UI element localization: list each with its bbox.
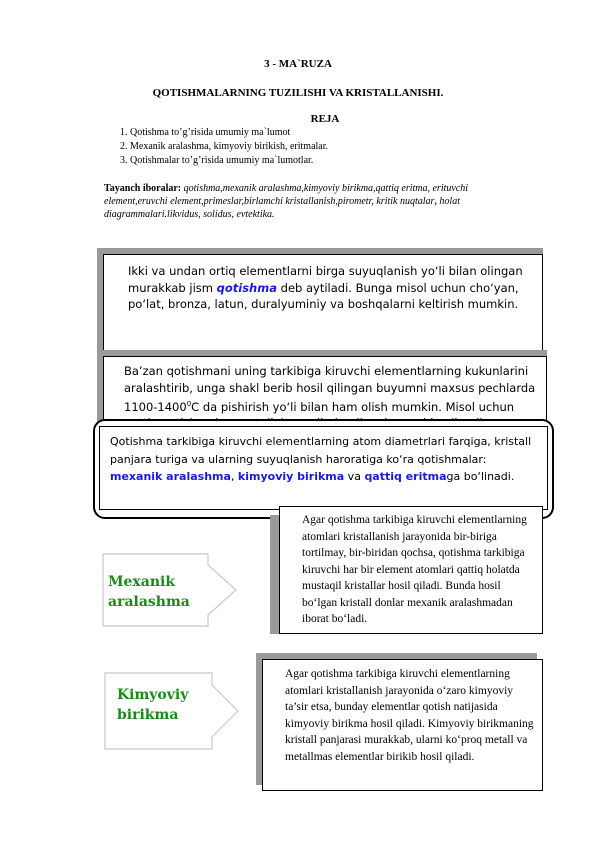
plan-title: REJA xyxy=(310,113,340,125)
definition-text-end: deb aytiladi. Bunga misol uchun cho‘yan, po‘lat, bronza, latun, duralyuminiy va boshqalarni keltirish mumkin. xyxy=(128,280,519,311)
classification-text: Qotishma tarkibiga kiruvchi elementlarning atom diametrlari farqiga, kristall panjara turiga va ularning suyuqlanish haroratiga ko‘ra qotishmalar: xyxy=(110,435,532,466)
term-chemical: kimyoviy birikma xyxy=(237,470,345,483)
keywords-tail: holat diagrammalari.likvidus, solidus, evtektika. xyxy=(104,196,460,220)
powder-text: Ba’zan qotishmani uning tarkibiga kiruvchi elementlarning kukunlarini aralashtirib, unga shakl berib hosil qilingan buyumni maxsus pechlarda 1100-1400 xyxy=(124,364,536,414)
definition-text: Ikki va undan ortiq elementlarni birga suyuqlanish yo‘li bilan olingan murakkab jism xyxy=(128,264,523,295)
keywords-text: qotishma,mexanik aralashma,kimyoviy birikma,qattiq eritma, erituvchi element,eruvchi element,primeslar,birlamchi kristallanish,pirometr, kritik nuqtalar xyxy=(104,183,469,207)
definition-term: qotishma xyxy=(216,280,277,295)
mechanical-label xyxy=(108,572,190,612)
term-mechanical: mexanik aralashma xyxy=(110,470,231,483)
keywords-comma: , xyxy=(434,196,437,207)
term-solid-solution: qattiq eritma xyxy=(364,470,447,483)
keywords xyxy=(104,182,524,221)
mechanical-description-box xyxy=(279,506,543,634)
plan-item: 3. Qotishmalar to’g’risida umumiy ma`lumotlar. xyxy=(120,155,314,166)
mechanical-label-line2: aralashma xyxy=(108,594,190,610)
mechanical-description: Agar qotishma tarkibiga kiruvchi elementlarning atomlari kristallanish jarayonida bir-biriga tortilmay, bir-biridan qochsa, qotishma tarkibiga kiruvchi har bir element atomlari qattiq holatda mustaqil kristallar hosil qiladi. Bunda hosil bo‘lgan kristall donlar mexanik aralashmadan iborat bo‘ladi. xyxy=(302,514,527,625)
lecture-number: 3 - MA`RUZA xyxy=(264,58,332,70)
keywords-label: Tayanch iboralar: xyxy=(104,183,182,194)
classification-text-end: ga bo‘linadi. xyxy=(446,470,515,483)
plan-list xyxy=(120,126,328,168)
chemical-label-line1: Kimyoviy xyxy=(117,687,189,703)
plan-item: 1. Qotishma to’g’risida umumiy ma`lumot xyxy=(120,127,291,138)
powder-text-end: C da pishirish yo‘li bilan ham olish mumkin. Misol uchun xyxy=(191,399,515,414)
separator: va xyxy=(344,470,365,483)
plan-item: 2. Mexanik aralashma, kimyoviy birikish, eritmalar. xyxy=(120,141,329,152)
separator: , xyxy=(230,470,238,483)
chemical-description: Agar qotishma tarkibiga kiruvchi elementlarning atomlari kristallanish jarayonida o‘zaro kimyoviy ta’sir etsa, bunday elementlar qotish natijasida kimyoviy birikma hosil qiladi. Kimyoviy birikmaning kristall panjarasi murakkab, ularni ko‘proq metall va metallmas elementlar birikib hosil qiladi. xyxy=(285,668,534,763)
classification-callout xyxy=(99,426,548,510)
chemical-label-line2: birikma xyxy=(117,707,179,723)
degree-superscript: 0 xyxy=(186,400,192,408)
mechanical-label-line1: Mexanik xyxy=(108,574,176,590)
chemical-description-box xyxy=(262,659,543,791)
chemical-label xyxy=(117,685,188,725)
lecture-topic: QOTISHMALARNING TUZILISHI VA KRISTALLANISHI. xyxy=(152,87,444,99)
